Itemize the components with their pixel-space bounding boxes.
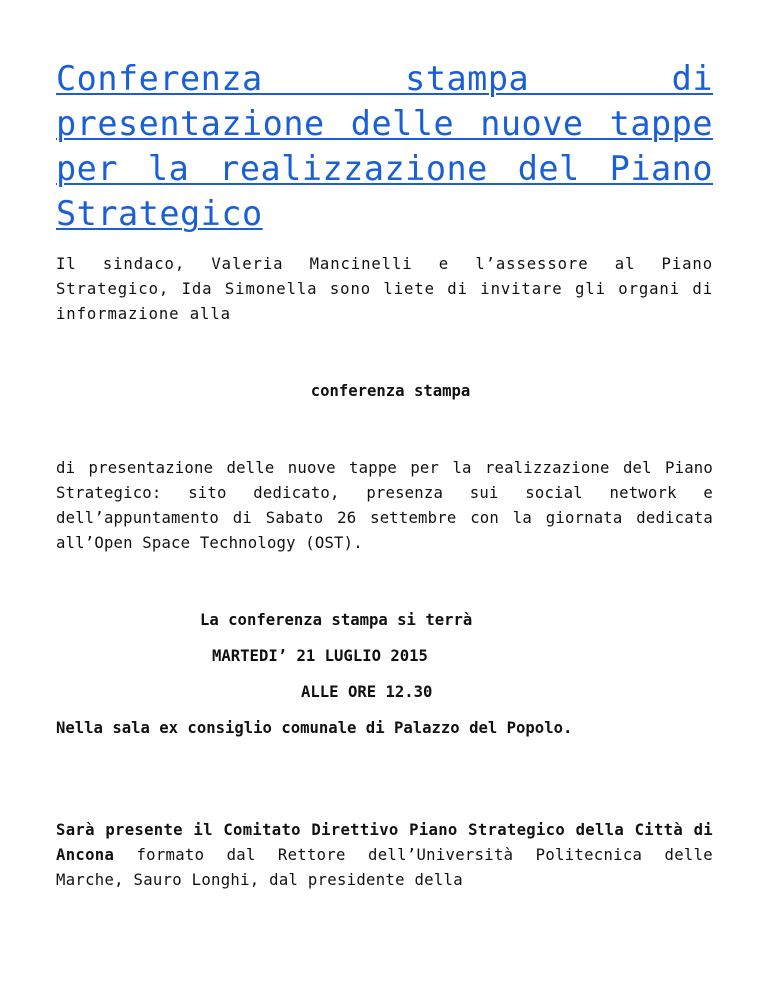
- closing-rest: formato dal Rettore dell’Università Politecnica delle Marche, Sauro Longhi, dal presidente della: [56, 846, 713, 889]
- intro-paragraph: Il sindaco, Valeria Mancinelli e l’assessore al Piano Strategico, Ida Simonella sono liete di invitare gli organi di informazione alla: [56, 255, 713, 323]
- description-paragraph: di presentazione delle nuove tappe per la realizzazione del Piano Strategico: sito dedicato, presenza sui social network e dell’appuntamento di Sabato 26 settembre con la giornata dedicata all’Open Space Technology (OST).: [56, 459, 713, 552]
- event-time: ALLE ORE 12.30: [301, 683, 433, 701]
- event-intro: La conferenza stampa si terrà: [200, 611, 473, 629]
- conferenza-heading: conferenza stampa: [310, 382, 471, 400]
- title-link[interactable]: Conferenza stampa di presentazione delle nuove tappe per la realizzazione del Piano Strategico: [56, 59, 713, 233]
- event-place: Nella sala ex consiglio comunale di Palazzo del Popolo.: [56, 719, 573, 737]
- closing-paragraph: [56, 818, 713, 893]
- document-page: [56, 56, 713, 893]
- page-title: [56, 56, 713, 236]
- event-date: MARTEDI’ 21 LUGLIO 2015: [212, 647, 428, 665]
- closing-bold: Sarà presente il Comitato Direttivo Piano Strategico della Città di Ancona: [56, 821, 713, 864]
